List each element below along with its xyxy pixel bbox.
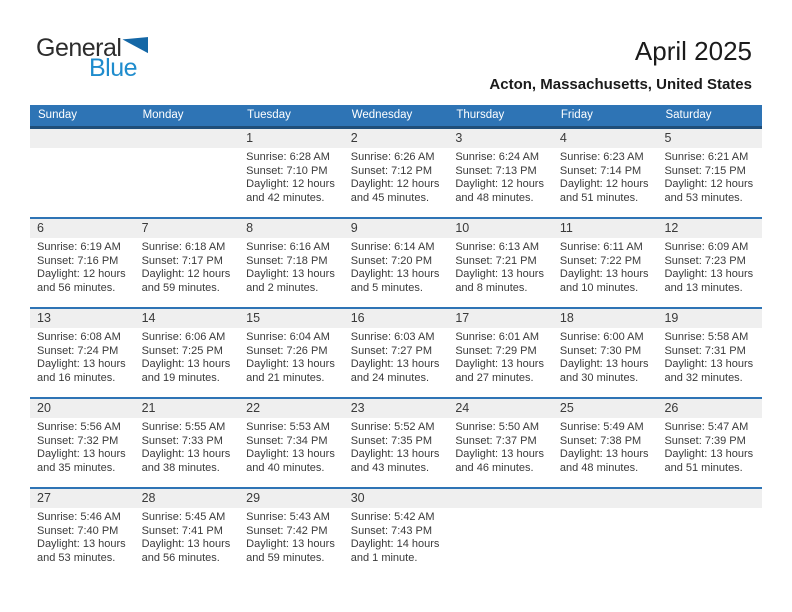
day-cell-22 <box>239 399 344 476</box>
sunset-text: Sunset: 7:21 PM <box>455 254 537 267</box>
sunset-text: Sunset: 7:22 PM <box>559 254 642 267</box>
day-cell-body <box>30 508 135 566</box>
daylight-text: Daylight: 12 hours and 51 minutes. <box>559 178 649 204</box>
day-cell-13 <box>30 309 135 386</box>
sunset-text: Sunset: 7:42 PM <box>246 524 328 537</box>
daylight-text: Daylight: 13 hours and 13 minutes. <box>664 268 754 294</box>
daylight-text: Daylight: 12 hours and 48 minutes. <box>455 178 544 204</box>
day-cell-body <box>135 508 240 566</box>
day-cell-25 <box>553 399 658 476</box>
day-number: 17 <box>448 309 553 328</box>
day-number <box>657 489 762 508</box>
day-cell-14 <box>135 309 240 386</box>
day-number: 14 <box>135 309 240 328</box>
sunrise-text: Sunrise: 5:42 AM <box>350 511 435 523</box>
weekday-header-friday: Friday <box>560 109 593 121</box>
day-number: 5 <box>657 129 762 148</box>
sunrise-text: Sunrise: 6:16 AM <box>246 241 330 253</box>
day-number: 27 <box>30 489 135 508</box>
day-cell-body <box>657 238 762 296</box>
day-cell-21 <box>135 399 240 476</box>
day-cell-empty <box>448 489 553 566</box>
sunset-text: Sunset: 7:25 PM <box>141 344 223 357</box>
daylight-text: Daylight: 13 hours and 21 minutes. <box>246 358 335 384</box>
sunset-text: Sunset: 7:38 PM <box>559 434 642 447</box>
day-cell-body <box>239 328 344 386</box>
sunrise-text: Sunrise: 6:08 AM <box>37 331 121 343</box>
day-cell-20 <box>30 399 135 476</box>
day-cell-24 <box>448 399 553 476</box>
sunset-text: Sunset: 7:27 PM <box>350 344 433 357</box>
day-cell-body <box>553 148 658 206</box>
daylight-text: Daylight: 13 hours and 32 minutes. <box>664 358 754 384</box>
sunrise-text: Sunrise: 5:45 AM <box>141 511 226 523</box>
daylight-text: Daylight: 13 hours and 51 minutes. <box>664 448 754 474</box>
day-cell-body <box>30 238 135 296</box>
day-number: 13 <box>30 309 135 328</box>
day-cell-26 <box>657 399 762 476</box>
day-number <box>135 129 240 148</box>
weekday-header-thursday: Thursday <box>456 109 505 121</box>
daylight-text: Daylight: 13 hours and 46 minutes. <box>455 448 544 474</box>
calendar-week-row <box>30 397 762 487</box>
day-number: 18 <box>553 309 658 328</box>
day-cell-body <box>448 508 553 566</box>
sunset-text: Sunset: 7:40 PM <box>37 524 119 537</box>
day-cell-body <box>344 418 449 476</box>
day-cell-empty <box>30 129 135 206</box>
daylight-text: Daylight: 13 hours and 38 minutes. <box>141 448 231 474</box>
daylight-text: Daylight: 13 hours and 10 minutes. <box>559 268 649 294</box>
day-cell-body <box>553 418 658 476</box>
day-number: 16 <box>344 309 449 328</box>
day-cell-body <box>448 328 553 386</box>
day-cell-body <box>344 238 449 296</box>
day-cell-15 <box>239 309 344 386</box>
day-cell-body <box>553 328 658 386</box>
calendar-week-row <box>30 129 762 217</box>
day-number: 8 <box>239 219 344 238</box>
day-cell-body <box>657 328 762 386</box>
day-number: 1 <box>239 129 344 148</box>
day-cell-body <box>344 508 449 566</box>
sunrise-text: Sunrise: 5:55 AM <box>141 421 226 433</box>
sunrise-text: Sunrise: 6:09 AM <box>664 241 749 253</box>
day-cell-4 <box>553 129 658 206</box>
day-cell-body <box>657 508 762 566</box>
day-cell-body <box>448 148 553 206</box>
day-cell-11 <box>553 219 658 296</box>
daylight-text: Daylight: 13 hours and 48 minutes. <box>559 448 649 474</box>
sunset-text: Sunset: 7:35 PM <box>350 434 433 447</box>
sunrise-text: Sunrise: 6:28 AM <box>246 151 330 163</box>
calendar-week-row <box>30 217 762 307</box>
day-number: 12 <box>657 219 762 238</box>
day-cell-2 <box>344 129 449 206</box>
sunset-text: Sunset: 7:15 PM <box>664 164 746 177</box>
day-number: 30 <box>344 489 449 508</box>
sunset-text: Sunset: 7:39 PM <box>664 434 746 447</box>
sunset-text: Sunset: 7:24 PM <box>37 344 119 357</box>
day-number: 7 <box>135 219 240 238</box>
day-cell-body <box>135 148 240 206</box>
sunrise-text: Sunrise: 5:50 AM <box>455 421 540 433</box>
sunrise-text: Sunrise: 6:23 AM <box>559 151 644 163</box>
day-cell-30 <box>344 489 449 566</box>
sunset-text: Sunset: 7:17 PM <box>141 254 223 267</box>
sunrise-text: Sunrise: 6:24 AM <box>455 151 540 163</box>
day-cell-9 <box>344 219 449 296</box>
sunset-text: Sunset: 7:34 PM <box>246 434 328 447</box>
day-number: 19 <box>657 309 762 328</box>
day-cell-8 <box>239 219 344 296</box>
daylight-text: Daylight: 12 hours and 45 minutes. <box>350 178 440 204</box>
day-number: 3 <box>448 129 553 148</box>
day-cell-6 <box>30 219 135 296</box>
day-cell-body <box>239 238 344 296</box>
daylight-text: Daylight: 13 hours and 5 minutes. <box>350 268 440 294</box>
sunrise-text: Sunrise: 5:46 AM <box>37 511 121 523</box>
day-number: 21 <box>135 399 240 418</box>
day-cell-1 <box>239 129 344 206</box>
day-cell-body <box>553 238 658 296</box>
sunrise-text: Sunrise: 6:21 AM <box>664 151 749 163</box>
day-number: 28 <box>135 489 240 508</box>
day-number: 24 <box>448 399 553 418</box>
sunrise-text: Sunrise: 5:43 AM <box>246 511 330 523</box>
day-cell-16 <box>344 309 449 386</box>
day-cell-empty <box>135 129 240 206</box>
daylight-text: Daylight: 13 hours and 16 minutes. <box>37 358 126 384</box>
sunset-text: Sunset: 7:32 PM <box>37 434 119 447</box>
sunset-text: Sunset: 7:10 PM <box>246 164 328 177</box>
day-number: 29 <box>239 489 344 508</box>
page-subtitle: Acton, Massachusetts, United States <box>489 76 752 93</box>
sunrise-text: Sunrise: 6:13 AM <box>455 241 540 253</box>
day-number: 22 <box>239 399 344 418</box>
weekday-header-saturday: Saturday <box>665 109 712 121</box>
day-cell-29 <box>239 489 344 566</box>
day-cell-body <box>448 238 553 296</box>
sunrise-text: Sunrise: 6:03 AM <box>350 331 435 343</box>
general-blue-logo <box>36 36 148 81</box>
day-cell-body <box>30 148 135 206</box>
day-number <box>553 489 658 508</box>
day-cell-10 <box>448 219 553 296</box>
day-cell-body <box>239 148 344 206</box>
calendar-table <box>30 105 762 577</box>
day-cell-body <box>135 418 240 476</box>
calendar-weeks <box>30 129 762 577</box>
day-cell-body <box>135 328 240 386</box>
weekday-header-wednesday: Wednesday <box>351 109 413 121</box>
daylight-text: Daylight: 13 hours and 56 minutes. <box>141 538 231 564</box>
day-cell-body <box>30 418 135 476</box>
daylight-text: Daylight: 13 hours and 2 minutes. <box>246 268 335 294</box>
daylight-text: Daylight: 13 hours and 19 minutes. <box>141 358 231 384</box>
daylight-text: Daylight: 12 hours and 56 minutes. <box>37 268 126 294</box>
day-number: 10 <box>448 219 553 238</box>
sunrise-text: Sunrise: 6:14 AM <box>350 241 435 253</box>
day-number: 2 <box>344 129 449 148</box>
day-cell-body <box>239 508 344 566</box>
sunset-text: Sunset: 7:43 PM <box>350 524 433 537</box>
sunset-text: Sunset: 7:26 PM <box>246 344 328 357</box>
sunrise-text: Sunrise: 6:11 AM <box>559 241 643 253</box>
day-cell-body <box>30 328 135 386</box>
sunrise-text: Sunrise: 5:47 AM <box>664 421 749 433</box>
weekday-header-tuesday: Tuesday <box>247 109 291 121</box>
day-cell-body <box>448 418 553 476</box>
calendar-week-row <box>30 487 762 577</box>
daylight-text: Daylight: 13 hours and 59 minutes. <box>246 538 335 564</box>
day-cell-body <box>135 238 240 296</box>
day-cell-body <box>553 508 658 566</box>
day-cell-7 <box>135 219 240 296</box>
weekday-header-sunday: Sunday <box>38 109 78 121</box>
day-cell-28 <box>135 489 240 566</box>
daylight-text: Daylight: 13 hours and 30 minutes. <box>559 358 649 384</box>
sunrise-text: Sunrise: 6:00 AM <box>559 331 644 343</box>
sunset-text: Sunset: 7:33 PM <box>141 434 223 447</box>
sunrise-text: Sunrise: 6:04 AM <box>246 331 330 343</box>
logo-triangle-icon <box>122 37 148 54</box>
day-cell-body <box>657 418 762 476</box>
sunset-text: Sunset: 7:41 PM <box>141 524 223 537</box>
day-number: 20 <box>30 399 135 418</box>
daylight-text: Daylight: 14 hours and 1 minute. <box>350 538 440 564</box>
sunrise-text: Sunrise: 5:58 AM <box>664 331 749 343</box>
sunset-text: Sunset: 7:20 PM <box>350 254 433 267</box>
sunset-text: Sunset: 7:18 PM <box>246 254 328 267</box>
sunrise-text: Sunrise: 6:01 AM <box>455 331 540 343</box>
sunset-text: Sunset: 7:13 PM <box>455 164 537 177</box>
day-cell-body <box>344 328 449 386</box>
day-number: 15 <box>239 309 344 328</box>
daylight-text: Daylight: 13 hours and 35 minutes. <box>37 448 126 474</box>
page-title: April 2025 <box>634 36 752 66</box>
sunset-text: Sunset: 7:16 PM <box>37 254 119 267</box>
daylight-text: Daylight: 12 hours and 53 minutes. <box>664 178 754 204</box>
sunrise-text: Sunrise: 5:56 AM <box>37 421 121 433</box>
sunrise-text: Sunrise: 6:18 AM <box>141 241 226 253</box>
day-cell-empty <box>553 489 658 566</box>
sunset-text: Sunset: 7:29 PM <box>455 344 537 357</box>
day-number: 11 <box>553 219 658 238</box>
day-cell-5 <box>657 129 762 206</box>
sunrise-text: Sunrise: 6:06 AM <box>141 331 226 343</box>
daylight-text: Daylight: 13 hours and 40 minutes. <box>246 448 335 474</box>
sunset-text: Sunset: 7:14 PM <box>559 164 642 177</box>
sunset-text: Sunset: 7:37 PM <box>455 434 537 447</box>
daylight-text: Daylight: 13 hours and 43 minutes. <box>350 448 440 474</box>
day-number: 4 <box>553 129 658 148</box>
day-cell-19 <box>657 309 762 386</box>
day-cell-27 <box>30 489 135 566</box>
title-block <box>489 36 752 93</box>
day-number: 23 <box>344 399 449 418</box>
daylight-text: Daylight: 13 hours and 53 minutes. <box>37 538 126 564</box>
sunrise-text: Sunrise: 5:53 AM <box>246 421 330 433</box>
daylight-text: Daylight: 12 hours and 59 minutes. <box>141 268 231 294</box>
day-cell-12 <box>657 219 762 296</box>
weekday-header-row <box>30 105 762 129</box>
logo-text-blue: Blue <box>89 54 138 82</box>
sunrise-text: Sunrise: 5:52 AM <box>350 421 435 433</box>
sunrise-text: Sunrise: 5:49 AM <box>559 421 644 433</box>
day-number: 25 <box>553 399 658 418</box>
day-cell-empty <box>657 489 762 566</box>
sunset-text: Sunset: 7:31 PM <box>664 344 746 357</box>
sunset-text: Sunset: 7:30 PM <box>559 344 642 357</box>
day-number <box>30 129 135 148</box>
daylight-text: Daylight: 12 hours and 42 minutes. <box>246 178 335 204</box>
sunrise-text: Sunrise: 6:19 AM <box>37 241 121 253</box>
day-cell-17 <box>448 309 553 386</box>
day-cell-18 <box>553 309 658 386</box>
day-cell-body <box>344 148 449 206</box>
weekday-header-monday: Monday <box>142 109 184 121</box>
daylight-text: Daylight: 13 hours and 24 minutes. <box>350 358 440 384</box>
sunset-text: Sunset: 7:23 PM <box>664 254 746 267</box>
sunrise-text: Sunrise: 6:26 AM <box>350 151 435 163</box>
logo-text-general: General <box>36 34 122 62</box>
day-cell-3 <box>448 129 553 206</box>
calendar-week-row <box>30 307 762 397</box>
day-cell-body <box>239 418 344 476</box>
daylight-text: Daylight: 13 hours and 27 minutes. <box>455 358 544 384</box>
day-number: 9 <box>344 219 449 238</box>
day-number: 26 <box>657 399 762 418</box>
day-cell-23 <box>344 399 449 476</box>
daylight-text: Daylight: 13 hours and 8 minutes. <box>455 268 544 294</box>
day-cell-body <box>657 148 762 206</box>
day-number: 6 <box>30 219 135 238</box>
sunset-text: Sunset: 7:12 PM <box>350 164 433 177</box>
day-number <box>448 489 553 508</box>
